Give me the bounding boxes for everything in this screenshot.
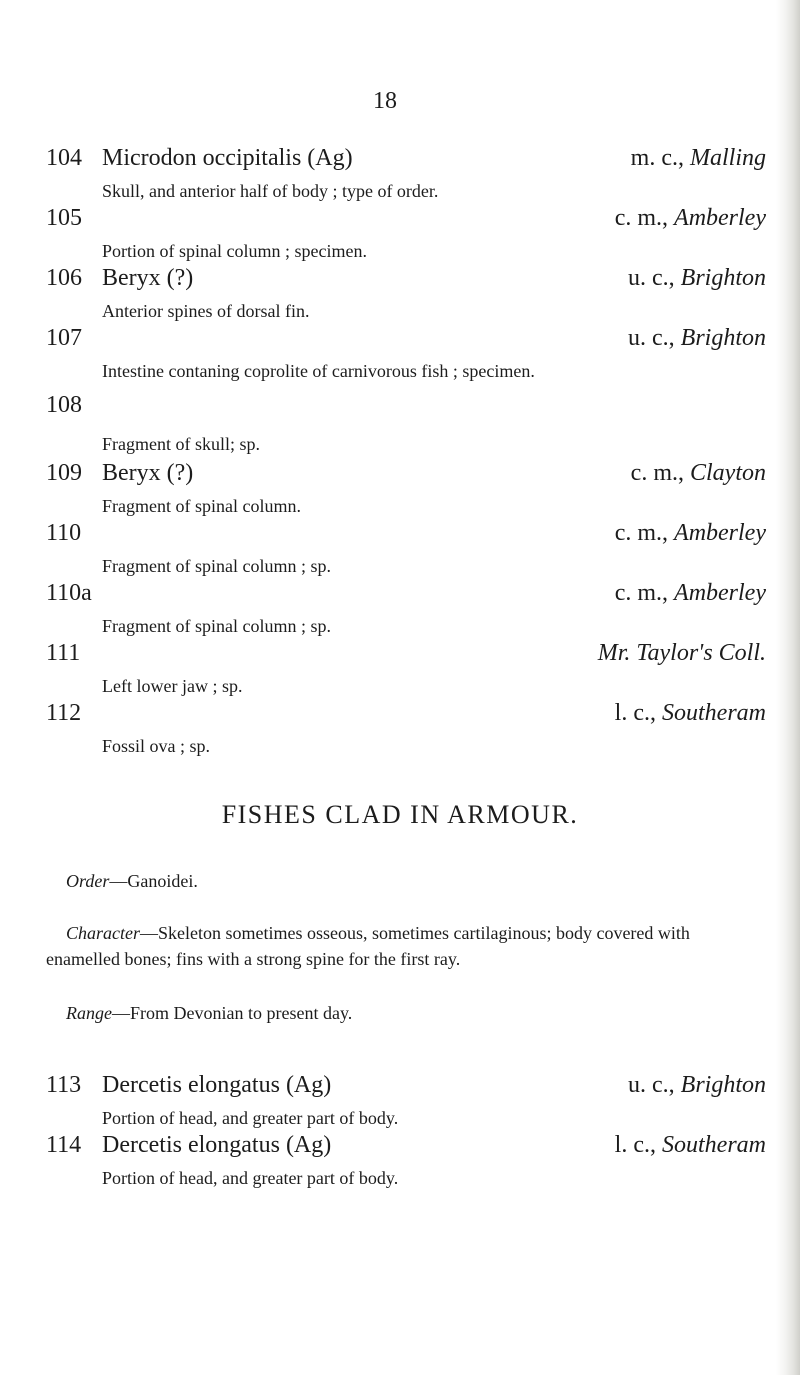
page-number: 18	[373, 88, 397, 114]
range-paragraph	[46, 1000, 756, 1026]
entry-description: Left lower jaw ; sp.	[102, 676, 243, 696]
book-spine-shadow	[776, 0, 800, 1375]
entry-number: 110	[46, 520, 82, 546]
stratum-code: u. c.,	[628, 265, 681, 291]
entry-number: 107	[46, 325, 82, 351]
catalogue-entry-109	[46, 460, 766, 518]
catalogue-entry-110	[46, 520, 766, 578]
stratum-code: c. m.,	[614, 205, 675, 231]
entry-description: Fossil ova ; sp.	[102, 736, 211, 756]
entry-number: 108	[46, 392, 82, 418]
locality	[628, 325, 766, 352]
entry-number: 106	[46, 265, 82, 291]
species-name: Microdon occipitalis (Ag)	[102, 145, 353, 171]
character-text: —Skeleton sometimes osseous, sometimes cartilaginous; body covered with enamelled bones; fins with a strong spine for the first ray.	[46, 923, 690, 969]
entry-description: Fragment of spinal column.	[102, 496, 301, 516]
stratum-code: l. c.,	[614, 1132, 662, 1158]
range-label: Range	[66, 1003, 112, 1023]
locality	[615, 700, 766, 727]
stratum-code: c. m.,	[614, 580, 675, 606]
entry-description: Skull, and anterior half of body ; type of order.	[102, 181, 439, 201]
locality-place: Amberley	[674, 580, 766, 606]
entry-number: 111	[46, 640, 81, 666]
locality	[628, 1072, 766, 1099]
stratum-code: m. c.,	[630, 145, 690, 171]
catalogue-entry-110a	[46, 580, 766, 638]
entry-description: Anterior spines of dorsal fin.	[102, 301, 310, 321]
locality-place: Southeram	[662, 700, 766, 726]
species-name: Dercetis elongatus (Ag)	[102, 1072, 332, 1098]
locality-place: Brighton	[680, 265, 766, 291]
locality	[615, 580, 766, 607]
entry-description: Portion of head, and greater part of body.	[102, 1168, 399, 1188]
catalogue-entry-114	[46, 1132, 766, 1190]
entry-description: Intestine contaning coprolite of carnivorous fish ; specimen.	[102, 361, 535, 381]
entry-description: Fragment of spinal column ; sp.	[102, 616, 331, 636]
locality-place: Amberley	[674, 520, 766, 546]
species-name: Beryx (?)	[102, 265, 194, 291]
character-label: Character	[66, 923, 140, 943]
order-text: —Ganoidei.	[109, 871, 198, 891]
entry-number: 105	[46, 205, 82, 231]
locality	[628, 265, 766, 292]
catalogue-entry-107	[46, 325, 766, 383]
entry-number: 110a	[46, 580, 92, 606]
locality	[615, 205, 766, 232]
species-name: Dercetis elongatus (Ag)	[102, 1132, 332, 1158]
entry-description: Fragment of spinal column ; sp.	[102, 556, 331, 576]
stratum-code: c. m.,	[614, 520, 675, 546]
locality	[631, 145, 766, 172]
locality	[598, 640, 766, 667]
entry-number: 112	[46, 700, 82, 726]
locality	[631, 460, 766, 487]
character-paragraph	[46, 920, 756, 972]
stratum-code: l. c.,	[614, 700, 662, 726]
catalogue-entry-106	[46, 265, 766, 323]
order-label: Order	[66, 871, 110, 891]
locality	[615, 1132, 766, 1159]
entry-description: Fragment of skull; sp.	[102, 434, 260, 454]
locality-place: Southeram	[662, 1132, 766, 1158]
entry-number: 114	[46, 1132, 82, 1158]
locality-place: Amberley	[674, 205, 766, 231]
species-name: Beryx (?)	[102, 460, 194, 486]
catalogue-entry-105	[46, 205, 766, 263]
locality-place: Malling	[690, 145, 766, 171]
catalogue-entry-112	[46, 700, 766, 758]
locality-place: Brighton	[680, 325, 766, 351]
catalogue-entry-113	[46, 1072, 766, 1130]
entry-description: Portion of spinal column ; specimen.	[102, 241, 367, 261]
catalogue-entry-111	[46, 640, 766, 698]
entry-description: Portion of head, and greater part of body.	[102, 1108, 399, 1128]
locality-place: Clayton	[690, 460, 766, 486]
locality	[615, 520, 766, 547]
collection-name: Mr. Taylor's Coll.	[597, 640, 766, 666]
range-text: —From Devonian to present day.	[111, 1003, 353, 1023]
stratum-code: c. m.,	[630, 460, 690, 486]
stratum-code: u. c.,	[628, 325, 681, 351]
order-paragraph	[46, 868, 756, 894]
catalogue-entry-104	[46, 145, 766, 203]
catalogue-entry-108	[46, 392, 766, 456]
stratum-code: u. c.,	[628, 1072, 681, 1098]
entry-number: 104	[46, 145, 82, 171]
entry-number: 109	[46, 460, 82, 486]
entry-number: 113	[46, 1072, 82, 1098]
locality-place: Brighton	[680, 1072, 766, 1098]
section-heading: FISHES CLAD IN ARMOUR.	[221, 800, 579, 829]
